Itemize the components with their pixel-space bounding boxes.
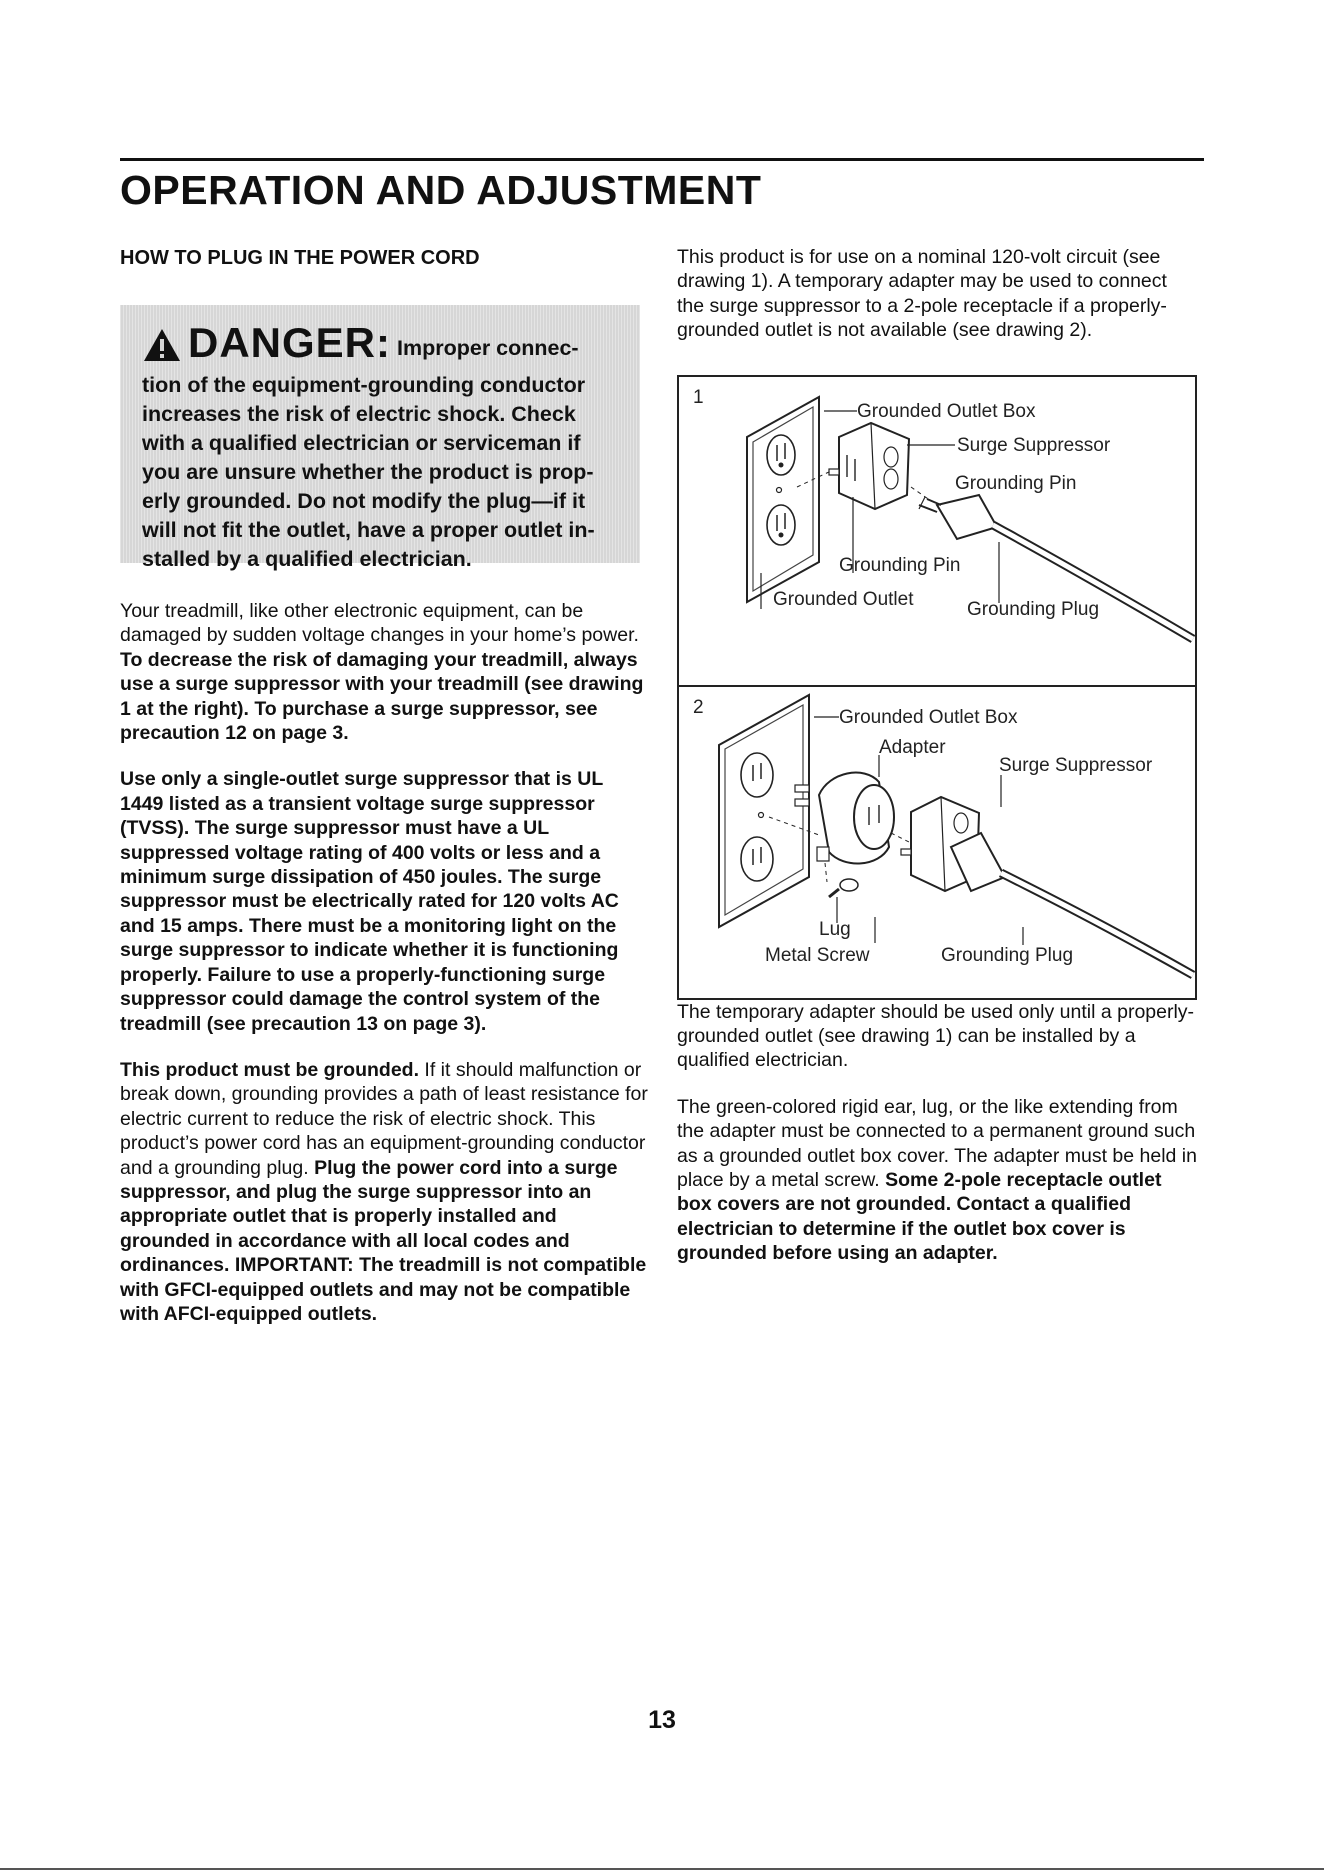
adapter-ground-normal: The green-colored rigid ear, lug, or the like extending from the adapter must be connected to a permanent ground such as a grounded outlet box cover. The adapter must be held in place by a metal screw. bbox=[677, 1095, 1197, 1192]
label-grounding-pin-1-bottom: Grounding Pin bbox=[839, 554, 961, 576]
adapter-ground-paragraph bbox=[677, 1095, 1197, 1266]
left-column bbox=[120, 245, 650, 1348]
surge-paragraph-bold: To decrease the risk of damaging your treadmill, always use a surge suppressor with your treadmill (see drawing 1 at the right). To purchase a surge suppressor, see precaution 12 on page 3. bbox=[120, 648, 644, 745]
surge-paragraph bbox=[120, 599, 650, 745]
danger-line: increases the risk of electric shock. Check bbox=[142, 402, 576, 426]
section-heading: HOW TO PLUG IN THE POWER CORD bbox=[120, 247, 480, 269]
adapter-ground-bold: Some 2-pole receptacle outlet box covers are not grounded. Contact a qualified electrician to determine if the outlet box cover is grounded before using an adapter. bbox=[677, 1169, 1162, 1265]
label-grounding-plug-1: Grounding Plug bbox=[967, 598, 1100, 620]
danger-line: will not fit the outlet, have a proper outlet in- bbox=[142, 518, 595, 542]
grounding-paragraph-normal: If it should malfunction or break down, grounding provides a path of least resistance for electric current to reduce the risk of electric shock. This product’s power cord has an equipment-grounding conductor and a grounding plug. bbox=[120, 1058, 648, 1179]
right-column bbox=[677, 245, 1197, 1288]
metal-screw-2 bbox=[829, 879, 858, 897]
warning-triangle-icon bbox=[142, 327, 182, 363]
header-rule bbox=[120, 158, 1204, 161]
grounding-paragraph bbox=[120, 1058, 650, 1326]
danger-box bbox=[120, 305, 640, 571]
drawings-svg bbox=[679, 377, 1195, 998]
label-grounded-outlet-box-2: Grounded Outlet Box bbox=[839, 706, 1018, 728]
danger-lead: Improper connec- bbox=[397, 336, 579, 360]
drawing-2-number: 2 bbox=[693, 696, 704, 718]
danger-line: with a qualified electrician or serviceman if bbox=[142, 431, 581, 455]
grounded-outlet-box-1 bbox=[747, 397, 819, 602]
danger-line: you are unsure whether the product is prop- bbox=[142, 460, 594, 484]
footer-rule bbox=[0, 1868, 1324, 1870]
grounded-outlet-box-2 bbox=[719, 695, 809, 927]
label-grounded-outlet-1: Grounded Outlet bbox=[773, 588, 914, 610]
intro-paragraph: This product is for use on a nominal 120-volt circuit (see drawing 1). A temporary adapter may be used to connect the surge suppressor to a 2-pole receptacle if a properly-grounded outlet is not available (see drawing 2). bbox=[677, 246, 1167, 342]
page-number: 13 bbox=[648, 1706, 676, 1734]
danger-heading bbox=[142, 319, 579, 366]
page-title: OPERATION AND ADJUSTMENT bbox=[120, 167, 762, 213]
grounding-paragraph-bold-lead: This product must be grounded. bbox=[120, 1058, 419, 1081]
adapter-temporary-paragraph: The temporary adapter should be used only until a properly-grounded outlet (see drawing 1) can be installed by a qualified electrician. bbox=[677, 1000, 1195, 1072]
danger-line: tion of the equipment-grounding conductor bbox=[142, 373, 586, 397]
surge-paragraph-normal: Your treadmill, like other electronic equipment, can be damaged by sudden voltage changes in your home’s power. bbox=[120, 600, 639, 647]
grounding-paragraph-bold: Plug the power cord into a surge suppressor, and plug the surge suppressor into an appropriate outlet that is properly installed and grounded in accordance with all local codes and ordinances. IMPORTANT: The treadmill is not compatible with GFCI-equipped outlets and may not be compatible with AFCI-equipped outlets. bbox=[120, 1156, 647, 1325]
label-surge-suppressor-2: Surge Suppressor bbox=[999, 754, 1153, 776]
label-metal-screw-2: Metal Screw bbox=[765, 944, 870, 966]
label-grounding-pin-1-top: Grounding Pin bbox=[955, 472, 1077, 494]
danger-line: stalled by a qualified electrician. bbox=[142, 547, 472, 571]
drawing-1-number: 1 bbox=[693, 386, 704, 408]
label-surge-suppressor-1: Surge Suppressor bbox=[957, 434, 1111, 456]
label-grounding-plug-2: Grounding Plug bbox=[941, 944, 1074, 966]
label-lug-2: Lug bbox=[819, 918, 851, 940]
danger-word: DANGER: bbox=[188, 319, 391, 366]
label-adapter-2: Adapter bbox=[879, 736, 946, 758]
danger-line: erly grounded. Do not modify the plug—if it bbox=[142, 489, 586, 513]
surge-requirements-paragraph: Use only a single-outlet surge suppressor that is UL 1449 listed as a transient voltage surge suppressor (TVSS). The surge suppressor must have a UL suppressed voltage rating of 400 volts or less and a minimum surge dissipation of 450 joules. The surge suppressor must be electrically rated for 120 volts AC and 15 amps. There must be a monitoring light on the surge suppressor to indicate whether it is functioning properly. Failure to use a properly-functioning surge suppressor could damage the control system of the treadmill (see precaution 13 on page 3). bbox=[120, 768, 619, 1035]
label-grounded-outlet-box-1: Grounded Outlet Box bbox=[857, 400, 1036, 422]
surge-suppressor-1 bbox=[829, 423, 909, 509]
drawings-figure bbox=[677, 375, 1197, 1000]
